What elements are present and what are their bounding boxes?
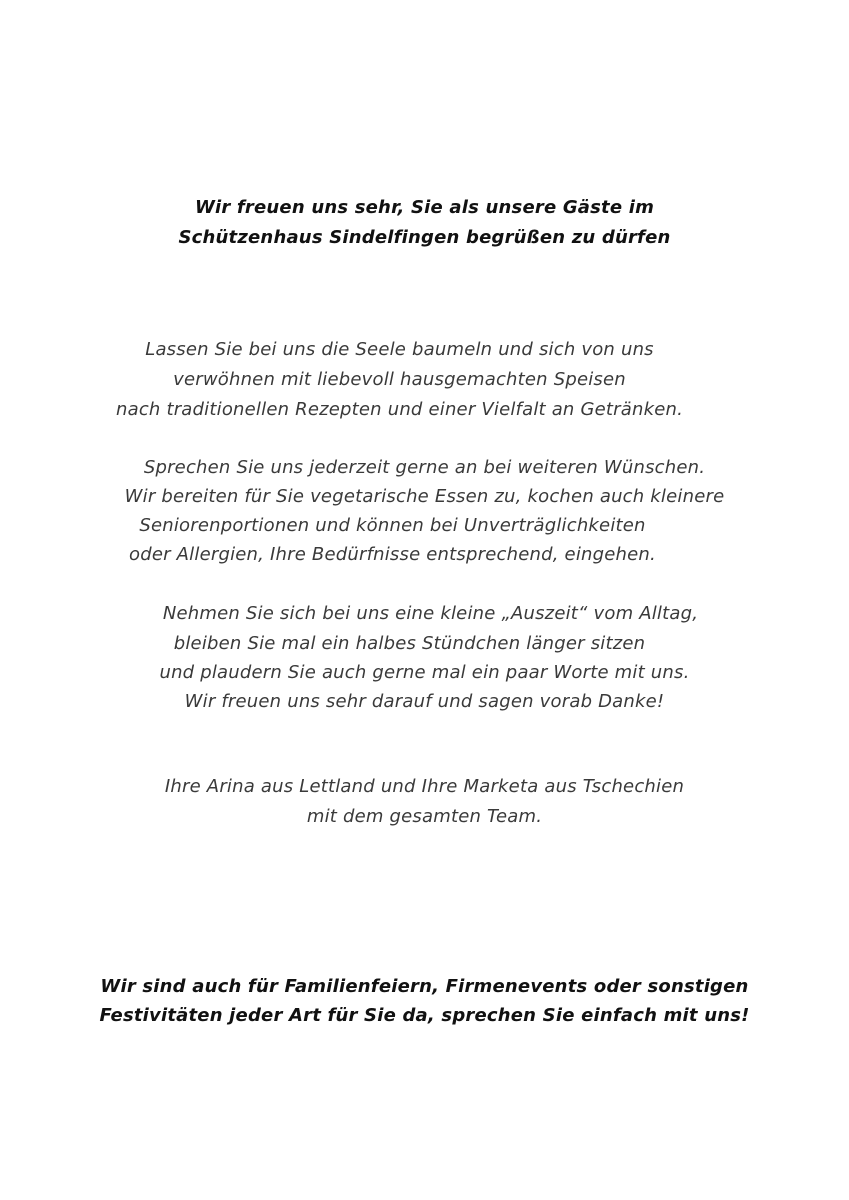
paragraph2-line-2: Wir bereiten für Sie vegetarische Essen zu, kochen auch kleinere	[124, 486, 725, 507]
signature-line-1: Ihre Arina aus Lettland und Ihre Marketa aus Tschechien	[164, 776, 685, 797]
paragraph1-line-2: verwöhnen mit liebevoll hausgemachten Speisen	[173, 369, 626, 390]
paragraph3-line-2: bleiben Sie mal ein halbes Stündchen länger sitzen	[173, 633, 646, 654]
paragraph1-line-1: Lassen Sie bei uns die Seele baumeln und sich von uns	[145, 339, 654, 360]
paragraph3-line-3: und plaudern Sie auch gerne mal ein paar Worte mit uns.	[159, 662, 690, 683]
greeting-line-1: Wir freuen uns sehr, Sie als unsere Gäste im	[194, 197, 655, 218]
paragraph3-line-4: Wir freuen uns sehr darauf und sagen vorab Danke!	[184, 691, 665, 712]
greeting-line-2: Schützenhaus Sindelfingen begrüßen zu dürfen	[178, 227, 671, 248]
paragraph3-line-1: Nehmen Sie sich bei uns eine kleine „Auszeit“ vom Alltag,	[162, 603, 699, 624]
signature-line-2: mit dem gesamten Team.	[306, 806, 543, 827]
paragraph2-line-3: Seniorenportionen und können bei Unverträglichkeiten	[139, 515, 646, 536]
closing-line-1: Wir sind auch für Familienfeiern, Firmenevents oder sonstigen	[100, 976, 749, 997]
paragraph2-line-4: oder Allergien, Ihre Bedürfnisse entsprechend, eingehen.	[129, 544, 656, 565]
closing-line-2: Festivitäten jeder Art für Sie da, sprechen Sie einfach mit uns!	[99, 1005, 750, 1026]
paragraph2-line-1: Sprechen Sie uns jederzeit gerne an bei weiteren Wünschen.	[143, 457, 706, 478]
paragraph1-line-3: nach traditionellen Rezepten und einer Vielfalt an Getränken.	[115, 399, 684, 420]
